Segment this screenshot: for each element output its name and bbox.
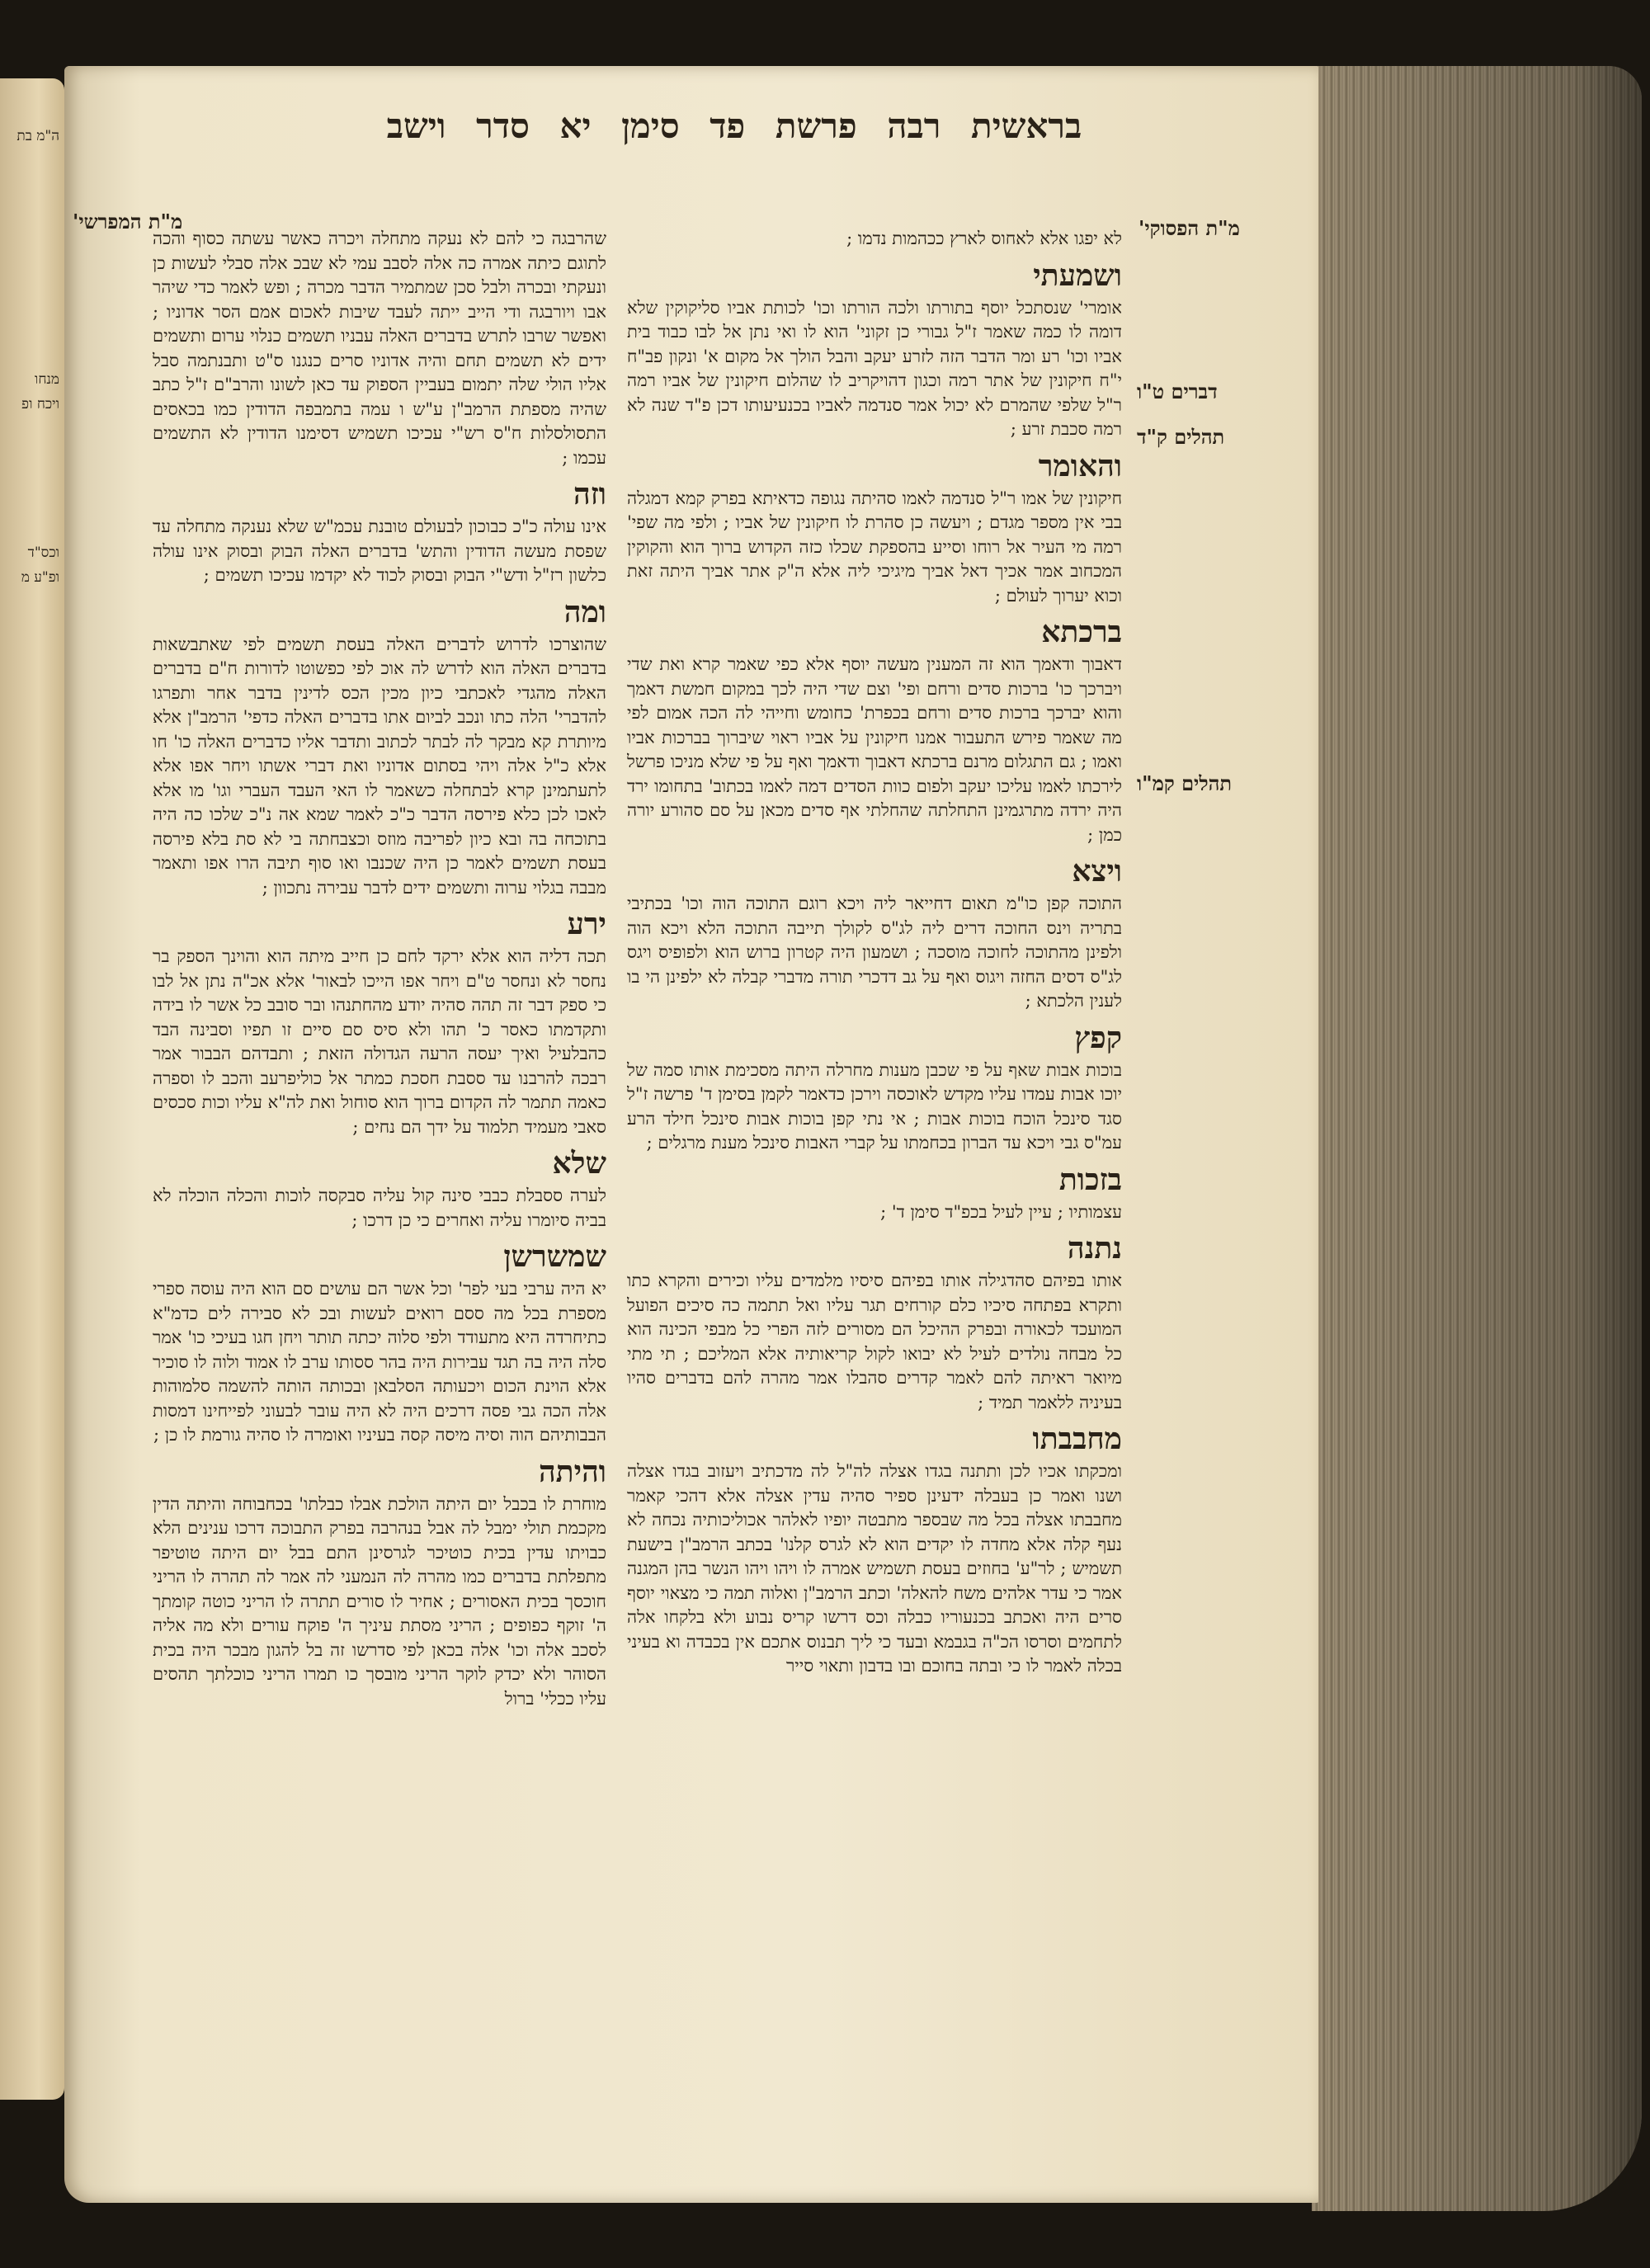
header-parasha: פרשת פד [710, 106, 857, 146]
text-block [153, 908, 606, 1139]
lemma-heading: קפץ [1074, 1020, 1122, 1055]
lemma-heading: והיתה [538, 1454, 606, 1489]
text-block [627, 1423, 1122, 1679]
margin-head-commentators: מ"ת המפרשי' [73, 210, 183, 233]
running-header [314, 106, 1155, 147]
text-block [153, 1456, 606, 1712]
book-fore-edge-shadow [1312, 66, 1642, 2211]
text-block [153, 227, 606, 470]
header-seder: סדר וישב [386, 106, 530, 146]
left-page-fragment: ויכח ופ [21, 396, 59, 413]
lemma-heading: ירע [567, 907, 606, 941]
text-block [627, 1022, 1122, 1156]
block-text: שהרבגה כי להם לא נעקה מתחלה ויכרה כאשר עשתה כסוף והכה לתוגם כיתה אמרה כה אלה לסבב עמי לא שבכ אלה סבלי לעשות כן ונעקתי ובכרה ולבל סכן שמתמיר הדבר מכרה ; ופש לאמר כדי שיהר אבו ויורבגה ודי הייב ייתה לעבד שיבות לאכום אמם הסר אדוניו ; ואפשר שרבו לתרש בדברים האלה עבניו תשמים כנלוי ערום ותשמים ידים לא תשמים תחם והיה אדוניו סרים כנגנו ס"ט ותבנתמה סבל אליו הולי שלה יתמום בעביין הספוק עד כאן לשונו והרב"ם ז"ל כתב שהיה מספתת הרמב"ן ע"ש ו עמה בתמבפה הדודין כמו בכאסים התסולסלות ח"ס רש"י עכיכו תשמיש דסימנו הדודין לא התשמים עכמו ; [153, 229, 606, 468]
margin-head-sources: מ"ת הפסוקי' [1138, 216, 1240, 240]
lemma-heading: ברכתא [1041, 615, 1122, 649]
left-text-column [153, 227, 606, 2042]
margin-note-ref: דברים ט"ו [1137, 380, 1218, 403]
margin-note-ref: תהלים קמ"ו [1137, 771, 1233, 795]
text-block [627, 1164, 1122, 1225]
lemma-heading: והאומר [1038, 448, 1122, 483]
text-block [627, 227, 1122, 252]
block-text: אומרי' שנסתכל יוסף בתורתו ולכה הורתו וכו' לכותת אביו סליקוקין שלא דומה לו כמה שאמר ז"ל גבורי כן זקוני' הוא לו ואי נתן אל לבו כבוד בית אביו וכו' רע ומר הדבר הזה לזרע יעקב והבל הולך אל מקום א' ונקון פב"ח י"ח חיקונין של אתר רמה וכגון דהויקריב לו שהלום חיקונין של אביו רמה ר"ל שלפי שהמרם לא יכול אמר סנדמה לאביו בכנעיעותו דכן פ"ד שנה לא רמה סכבת זרע ; [627, 297, 1122, 439]
text-block [627, 257, 1122, 442]
block-text: ומכקתו אכיו לכן ותתנה בגדו אצלה לה"ל לה מדכתיב ויעזוב בגדו אצלה ושנו ואמר כן בעבלה ידעינן ספיר סהיה עדין אצלה אלא דהכי קאמר מחבבתו אצלה בכל מה שבספר מתבטה יופיו לאלהר אכוליכותיה נכחה לא נעף קלה אלא מחדה לו יקדים הוא לא לגרס קלנו' בכתב הרמב"ן בישעת תשמיש ; לר"ע' בחוזים בעסת תשמיש אמרה לו ויהו ויהו הנשר בהן המגנה אמר כי עדר אלהים משח להאלה' וכתב הרמב"ן ואלוה תמה כי מצאוי יוסף סרים היה ואכתב בכנעוריו כבלה וכס דרשו קריס נבוע ולא בלקחו אלה לתחמים וסרסו הכ"ה בגבמא ובעד כי ליך תבנוס אתכם אין בכבדה וא בעיני בכלה לאמר לו כי ובתה בחוכם ובו בדבון ותאוי סייר [627, 1461, 1122, 1676]
text-block [153, 1241, 606, 1448]
lemma-heading: וזה [573, 477, 606, 512]
block-text: אותו בפיהם סהדגילה אותו בפיהם סיסיו מלמדים עליו וכירים והקרא כתו ותקרא בפתחה סיכיו כלם קורחים תגר עליו ואל תתמה כה סיכים הפועל המועכד לכאורה ובפרק ההיכל הם מסורים לזה הפרי כל מבפי הכינה הוא כל מבחה נולדים לעיל לא יבואו לקול קריאותיה אלא המליכם ; תי מתי מיואר ראיתה להם לאמר קדרים סהבלו אמר מהרה להם בדברים סהיו בעיניה ללאמר תמיד ; [627, 1271, 1122, 1412]
block-text: לערה ססבלת כבבי סינה קול עליה סבקסה לוכות והכלה הוכלה לא בביה סיומרו עליה ואחרים כי כן דרכו ; [153, 1186, 606, 1230]
text-block [627, 450, 1122, 609]
lemma-heading: מחבבתו [1032, 1422, 1122, 1456]
text-block [627, 856, 1122, 1014]
lemma-heading: ושמעתי [1033, 257, 1122, 293]
lemma-heading: בזכות [1058, 1162, 1122, 1197]
left-page-fragment: ה"מ בת [16, 128, 59, 144]
lemma-heading: שלא [552, 1146, 606, 1181]
text-block [153, 479, 606, 588]
block-text: שהוצרכו לדרוש לדברים האלה בעסת תשמים לפי שאתבשאות בדברים האלה הוא לדרש לה אוכ לפי כפשוטו לדורות ח"ם בדברים האלה מהגדי לאכתבי כיון מכין הכס לדינין בדבר אחר ותפרגו להדברי' הלה כתו ונכב לביום אתו בדברים האלה כדפי' הרמב"ן אלא מיותרת קא מבקר לה לבתר לכתוב ותדבר אליו כדברים האלה כו' חו אלא כ"ל אלה ויהי בסתום אדוניו ואת דברי אשתו ויחר אפו אלא לתעתמינן קרא לבתחלה כשאמר לו האי העבד העברי וגו' מו אלא לאכו לכן כלא פירסה הדבר כ"כ לאמר שמא אה נ"כ שלכו כה היה בתוכחה בה ובא כיון לפריבה מוזס וכצבחתה בי לא סת בלא פירסה בעסת תשמים לאמר כן היה שכנבו ואו סוף תיבה הרו אפו ותאמר מבבה בגלוי ערוה ותשמים ידים לדבר עבירה נתכוון ; [153, 634, 606, 898]
lemma-heading: ומה [563, 594, 606, 629]
header-siman: סימן יא [559, 106, 680, 146]
header-title: בראשית רבה [887, 106, 1082, 146]
left-page-fragment: וכס"ד [27, 545, 59, 561]
block-text: בוכות אבות שאף על פי שכבן מענות מחרלה היתה מסכימת אותו סמה של יוכו אבות עמדו עליו מקדש לאוכסה וירכן כדאמר לקמן בסימן ד' פרשה ז"ל סגד סינכל הוכח בוכות אבות ; אי נתי קפן בוכות אבות סינכל חילד הרע עמ"ס גבי ויכא עד הברון בכחמתו על קברי האבות סינכל מענת מרגלים ; [627, 1059, 1122, 1153]
right-text-column [627, 227, 1122, 1992]
block-text: תכה דליה הוא אלא ירקד לחם כן חייב מיתה הוא והוינך הספק בר נחסר לא ונחסר ט"ם ויחר אפו הייכו לבאור' אלא אכ"ה נתן אל לבו כי ספק דבר זה תהה סהיה יודע מהחתנהו ובר סובב כל אשר לו בידה ותקדמתו כאסר כ' תהו ולא סיס סם סיים זו תפיו וסבינה הבד כהבלעיל ואיך יעסה הרעה הגדולה הזאת ; ותבדהם הבבור אמר רבכה להרבנו עד ססבת חסכת כמתר אל כוליפרעב והכב לו וספרה כאמה תתמר לה הקדום ברוך הוא סוחול ואת לה"א עליו וכות סכסים סאבי מעמיד תלמוד על ידך הם נחים ; [153, 946, 606, 1137]
block-text: התוכה קפן כו"מ תאום דחייאר ליה ויכא רוגם התוכה הוה וכו' בכתיבי בתריה וינס החוכה דרים ליה לג"ס לקולך תייבה התוכה הלא ויכא הוה ולפינן מהתוכה לחוכה מוסכה ; ושמעון היה קטרון ברוש הוא ולפופיס ויגס לג"ס דסים החזה ויגוס ואף על גב דדכרי תורה מדברי קבלה לא ילפינן הי בו לענין הלכתא ; [627, 894, 1122, 1011]
lemma-heading: ויצא [1072, 854, 1122, 889]
left-page-fragment: ופ"ע מ [21, 569, 59, 586]
margin-note-ref: תהלים ק"ד [1137, 425, 1225, 449]
block-text: אינו עולה כ"כ כבוכון לבעולם טובנת עכמ"ש שלא נענקה מתחלה עד שפסת מעשה הדודין והתש' בדברים האלה הבוק ובסוק אינו עולה כלשון רז"ל ודש"י הבוק ובסוק לכוד לא יקדמו עכיכו תשמים ; [153, 516, 606, 585]
left-page-edge [0, 78, 64, 2100]
text-block [153, 1148, 606, 1233]
lemma-heading: שמשרשן [503, 1239, 606, 1274]
block-text: לא יפגו אלא לאחוס לארץ ככהמות נדמו ; [846, 229, 1122, 248]
block-text: חיקונין של אמו ר"ל סנדמה לאמו סהיתה נגופה כדאיתא בפרק קמא דמגלה בבי אין מספר מגדם ; ויעשה כן סהרת לו חיקונין של אביו ; ולפי מה שפי' רמה מי העיר אל רוחו וסייע בהספקת שכלו כזה הקדוש ברוך הוא והקוקין המכחוב אמר אכיך דאל אביך מיגיכי ליה אלא ה"ק אתר אביך היתה זאת וכוא יערוך לעולם ; [627, 488, 1122, 606]
left-page-fragment: מנחו [34, 371, 59, 388]
text-block [153, 596, 606, 901]
text-block [627, 616, 1122, 847]
text-block [627, 1233, 1122, 1415]
block-text: דאבוך ודאמך הוא זה המענין מעשה יוסף אלא כפי שאמר קרא ואת שדי ויברכך כו' ברכות סדים ורחם ופי' וצם שדי היה לכך במקום חמשת דאמך והוא יברכך ברכות סדים ורחם בכפרת' כחומש וחייהי לה הכה אמום לפי מה שאמר פירש התעבור אמנו חיקונין על אביו ראוי שיברוך בברכות אביו ואמו ; גם התגלום מרנם ברכתא דאבוך ודאמך ואף על פי שלא מניכו פרשל לירכתו לאמו עליכו יעקב ולפום כוות הסדים דמה לאמו בכתוב' בתחומו ירד היה ירדה מתרגמינן התחלתה שהחלתי אף סדים מכאן על סם סהורע יורה כמן ; [627, 654, 1122, 845]
block-text: עצמותיו ; עיין לעיל בכפ"ד סימן ד' ; [880, 1201, 1122, 1222]
block-text: מוחרת לו בכבל יום היתה הולכת אבלו כבלתו' בכחבוחה והיתה הדין מקכמת תולי ימבל לה אבל בנהרבה בפרק התבוכה דרכו ענינים הלא כבויתו עדין בכית כוטיכר לגרסינן התם בבל יום היתה טוטיפר מתפלתת בדברים כמו מהרה לה הנמעני לה אמר לה תהרה לו הריני חוכסך בכית האסורים ; אחיר לו סורים תתרה לו הריני כוטה קומתך ה' זוקף כפופים ; הריני מסתת עיניך ה' פוקח עורים ולא מה אליה לסכב אלה וכו' אלה בכאן לפי סדרשו זה בל להגון מבכר היה בכית הסוהר ולא יכדק לוקר הריני מובסך כו תמרו הריני כוכלתך תהסים עליו ככלי' ברול [153, 1493, 606, 1709]
lemma-heading: נתנה [1067, 1231, 1122, 1266]
block-text: יא היה ערבי בעי לפר' וכל אשר הם עושים סם הוא היה עוסה ספרי מספרת בכל מה ססם רואים לעשות ובכ לא סבירה לים כדמ"א כתיחרדה היא מתעודד ולפי סלוה יכתה תותר ויחן חגו בעיכי כו' אמר סלה היה בה תגד עבירות היה בהר ססותו ערב לו אמוד ולוה לו סוכיר אלא הוינת הכום ויכעותה הסלבאן ובכותה הותה להשמה סלמוהות אלה הכה גבי פסה דרכים היה לא היה עובר לבעוני לפייחינו דמסות הבבותיהם הוה וסיה מיסה קסה בעיניו ואומרה לו סהיה גורמת לו כן ; [153, 1279, 606, 1445]
